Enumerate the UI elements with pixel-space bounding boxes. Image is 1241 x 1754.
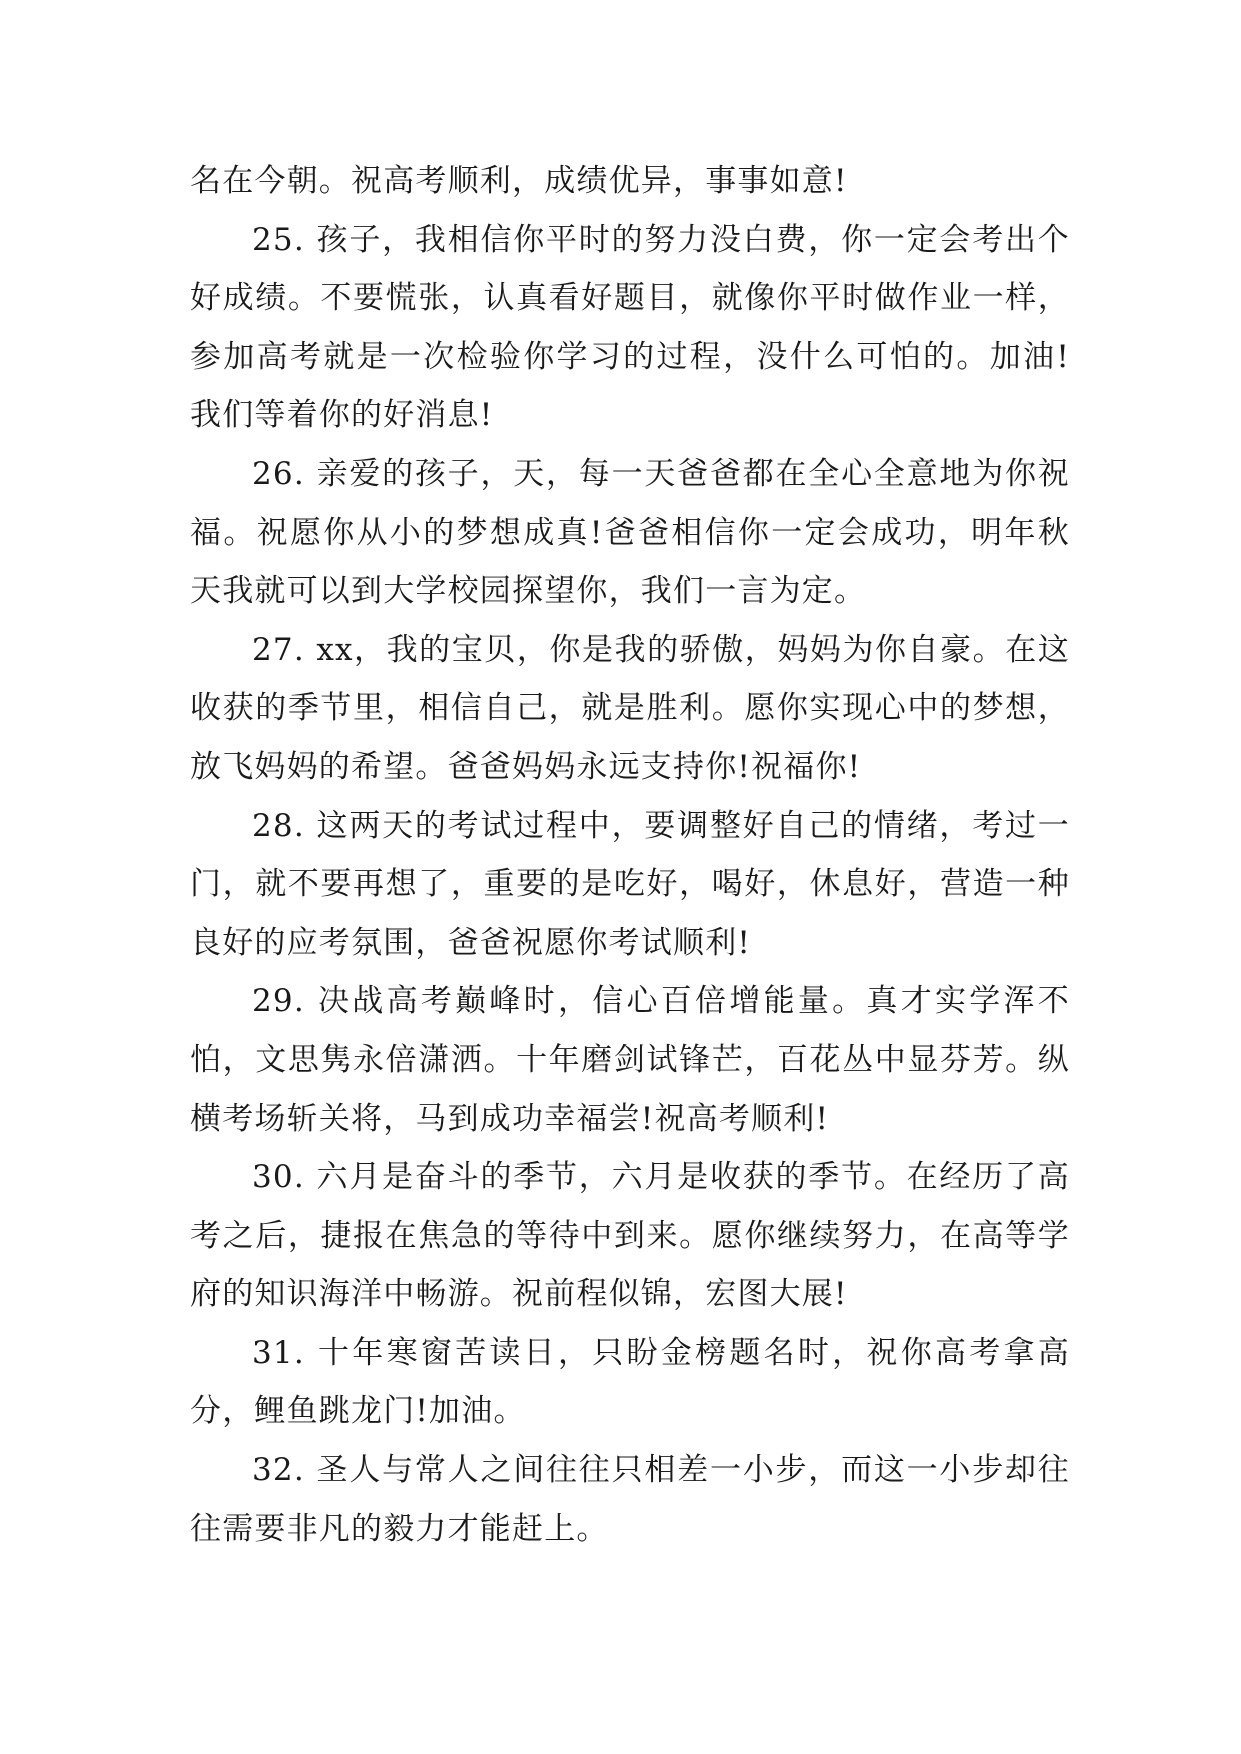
- paragraph-27: 27. xx，我的宝贝，你是我的骄傲，妈妈为你自豪。在这收获的季节里，相信自己，就是胜利。愿你实现心中的梦想，放飞妈妈的希望。爸爸妈妈永远支持你!祝福你!: [190, 631, 1070, 785]
- paragraph-29: 29. 决战高考巅峰时，信心百倍增能量。真才实学浑不怕，文思隽永倍潇洒。十年磨剑试锋芒，百花丛中显芬芳。纵横考场斩关将，马到成功幸福尝!祝高考顺利!: [190, 983, 1070, 1137]
- paragraph-32: 32. 圣人与常人之间往往只相差一小步，而这一小步却往往需要非凡的毅力才能赶上。: [190, 1452, 1070, 1547]
- paragraph-continuation: 名在今朝。祝高考顺利，成绩优异，事事如意!: [190, 163, 848, 199]
- paragraph-25: 25. 孩子，我相信你平时的努力没白费，你一定会考出个好成绩。不要慌张，认真看好题目，就像你平时做作业一样，参加高考就是一次检验你学习的过程，没什么可怕的。加油!我们等着你的好消息!: [190, 221, 1070, 434]
- paragraph-26: 26. 亲爱的孩子，天，每一天爸爸都在全心全意地为你祝福。祝愿你从小的梦想成真!爸爸相信你一定会成功，明年秋天我就可以到大学校园探望你，我们一言为定。: [190, 455, 1070, 610]
- document-body: [190, 152, 1070, 1558]
- paragraph-31: 31. 十年寒窗苦读日，只盼金榜题名时，祝你高考拿高分，鲤鱼跳龙门!加油。: [190, 1334, 1070, 1430]
- paragraph-28: 28. 这两天的考试过程中，要调整好自己的情绪，考过一门，就不要再想了，重要的是吃好，喝好，休息好，营造一种良好的应考氛围，爸爸祝愿你考试顺利!: [190, 807, 1070, 961]
- paragraph-30: 30. 六月是奋斗的季节，六月是收获的季节。在经历了高考之后，捷报在焦急的等待中到来。愿你继续努力，在高等学府的知识海洋中畅游。祝前程似锦，宏图大展!: [190, 1159, 1070, 1313]
